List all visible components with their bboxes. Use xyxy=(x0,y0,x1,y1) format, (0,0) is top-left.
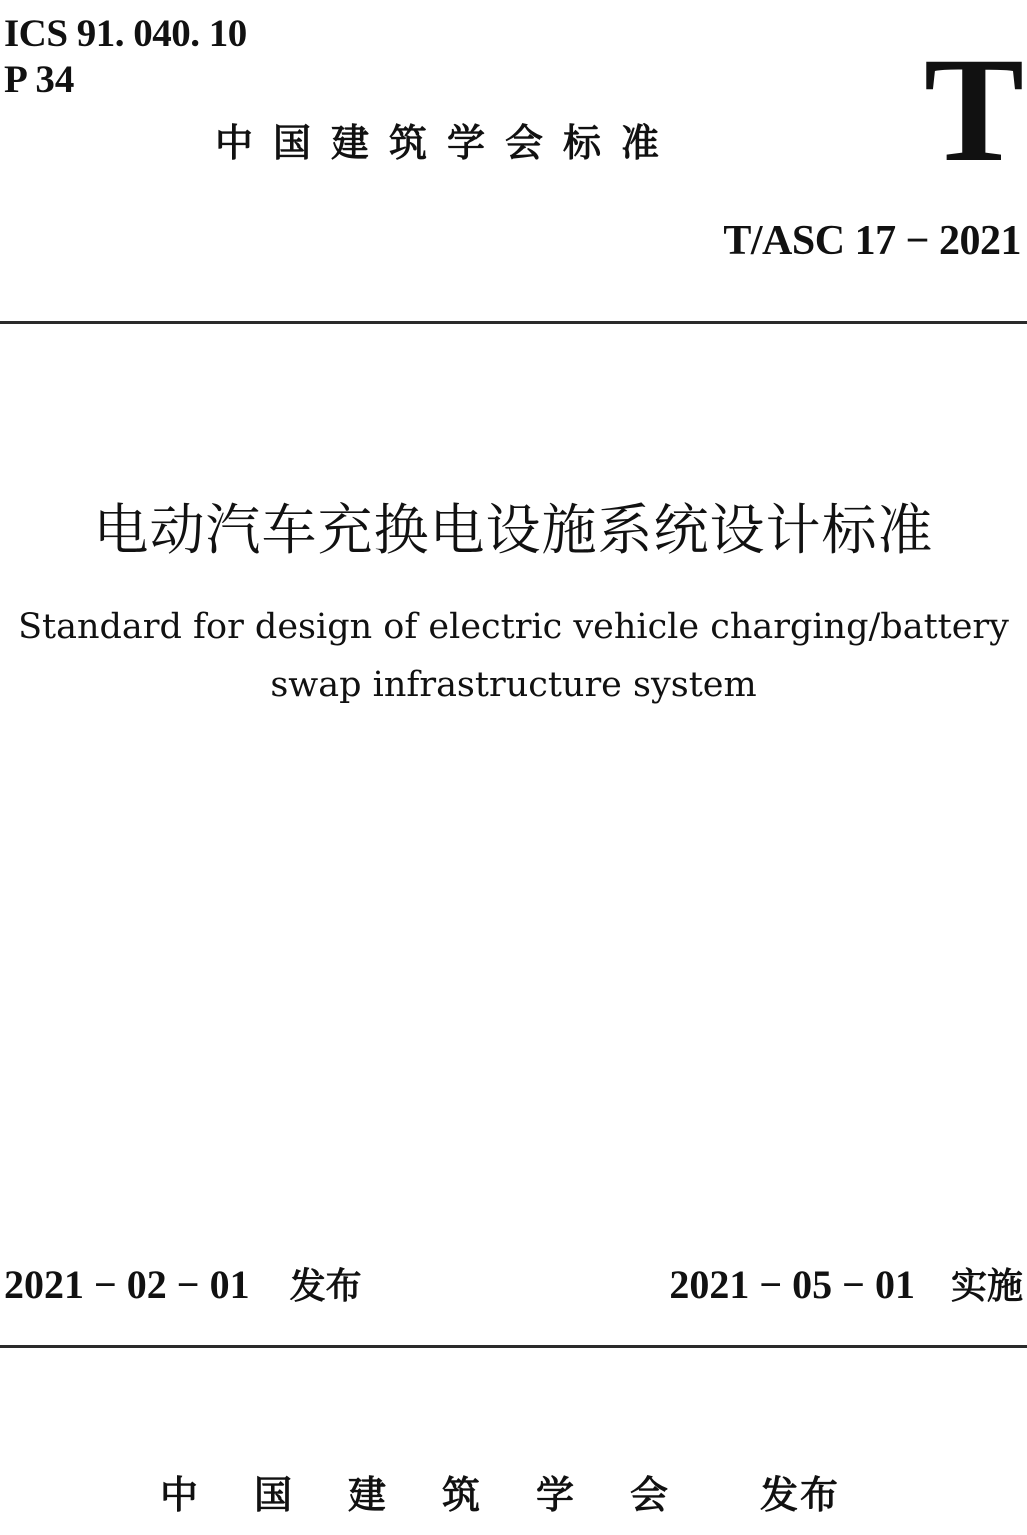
publisher-name: 中国建筑学会 xyxy=(160,1473,725,1517)
implementation-date-block xyxy=(669,1258,1023,1314)
title-english-line-1: Standard for design of electric vehicle charging/battery xyxy=(18,607,1009,647)
ics-code: ICS 91. 040. 10 xyxy=(4,12,247,55)
implementation-label: 实施 xyxy=(950,1266,1023,1307)
issue-date: 2021 − 02 − 01 xyxy=(4,1262,250,1307)
issue-date-block xyxy=(4,1258,362,1314)
bottom-divider xyxy=(0,1345,1027,1348)
title-chinese: 电动汽车充换电设施系统设计标准 xyxy=(93,498,934,562)
top-divider xyxy=(0,321,1027,324)
title-english-line-2: swap infrastructure system xyxy=(270,665,757,705)
ccs-code: P 34 xyxy=(4,58,75,101)
publish-action: 发布 xyxy=(760,1473,841,1517)
title-english xyxy=(0,598,1027,714)
publisher-block xyxy=(160,1470,840,1520)
organization-standard-label: 中国建筑学会标准 xyxy=(215,121,680,165)
standard-type-letter: T xyxy=(923,27,1024,193)
issue-label: 发布 xyxy=(289,1266,362,1307)
implementation-date: 2021 − 05 − 01 xyxy=(669,1262,915,1307)
standard-number: T/ASC 17 − 2021 xyxy=(723,218,1021,264)
